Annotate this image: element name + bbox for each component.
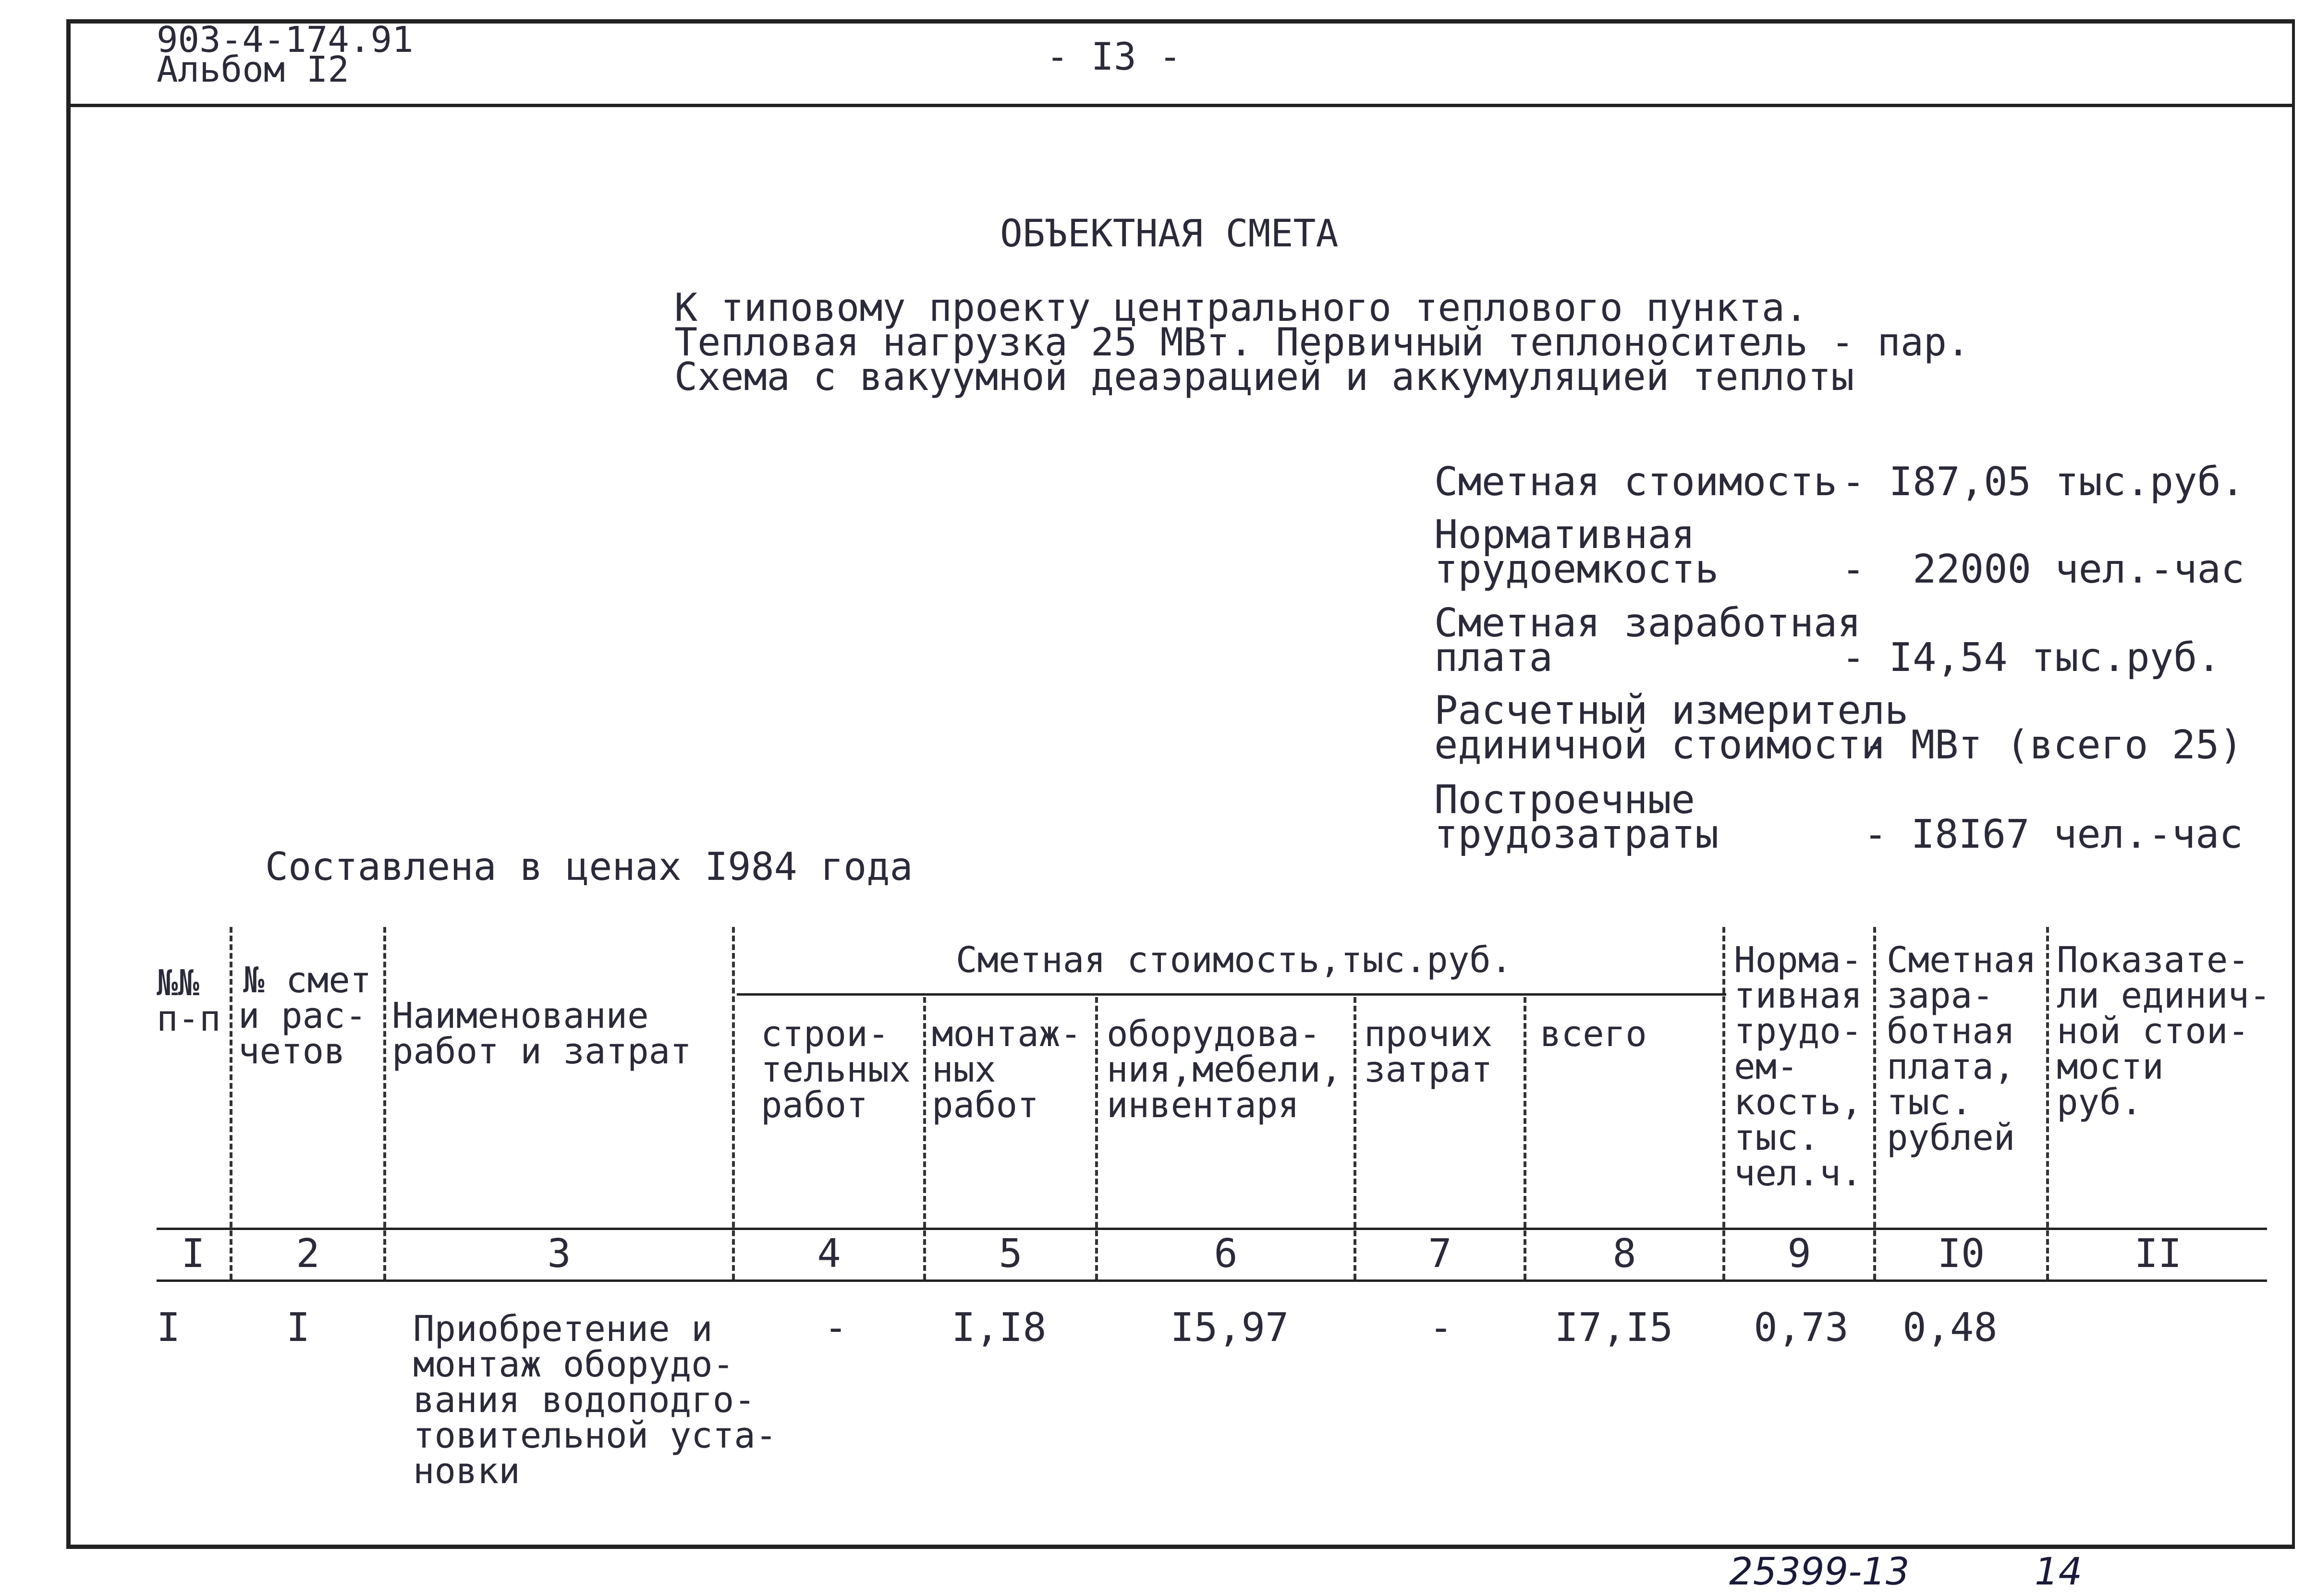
subtitle-line-3: Схема с вакуумной деаэрацией и аккумуляцией теплоты — [674, 354, 1854, 399]
group-header-rule — [737, 993, 1726, 996]
col-number-10: I0 — [1937, 1231, 1985, 1277]
th-col10-line2: зара- — [1887, 975, 1994, 1016]
th-col11-line2: ли единич- — [2057, 975, 2271, 1016]
summary-wages-label-2: плата — [1434, 635, 1553, 681]
col-number-4: 4 — [817, 1231, 841, 1277]
summary-cost-label: Сметная стоимость — [1434, 459, 1838, 505]
th-col4-line2: тельных — [761, 1049, 911, 1090]
group-header: Сметная стоимость,тыс.руб. — [956, 939, 1512, 981]
th-col9-line2: тивная — [1734, 975, 1863, 1016]
th-col3-line1: Наименование — [392, 995, 649, 1036]
summary-wages-value: - I4,54 тыс.руб. — [1841, 635, 2221, 681]
subtitle-line-2: Тепловая нагрузка 25 МВт. Первичный теплоноситель - пар. — [674, 320, 1970, 365]
row1-name-line1: Приобретение и — [413, 1308, 713, 1350]
summary-cost-value: - I87,05 тыс.руб. — [1841, 459, 2245, 505]
th-col6-line2: ния,мебели, — [1107, 1049, 1342, 1090]
th-col7-line2: затрат — [1364, 1049, 1493, 1090]
th-col5-line2: ных — [932, 1049, 996, 1090]
th-col2-line1: № смет — [243, 960, 372, 1001]
row1-name-line3: вания водоподго- — [413, 1379, 756, 1421]
summary-labor-value: - 22000 чел.-час — [1841, 547, 2245, 592]
summary-site-labor-label-1: Построечные — [1434, 777, 1695, 823]
row1-name-line5: новки — [413, 1450, 520, 1492]
th-col2-line2: и рас- — [238, 995, 367, 1036]
th-col8: всего — [1540, 1013, 1647, 1055]
th-col9-line1: Норма- — [1734, 939, 1863, 981]
th-col1-line2: п-п — [157, 998, 221, 1039]
subtitle-line-1: К типовому проекту центрального теплового пункта. — [674, 285, 1808, 330]
row1-estimate-no: I — [286, 1305, 310, 1351]
col-number-3: 3 — [547, 1231, 571, 1277]
th-col9-line4: ем- — [1734, 1046, 1798, 1087]
col-number-5: 5 — [999, 1231, 1023, 1277]
document-title: ОБЪЕКТНАЯ СМЕТА — [1000, 212, 1339, 256]
th-col6-line3: инвентаря — [1107, 1084, 1299, 1126]
album-label: Альбом I2 — [157, 49, 349, 90]
col-number-1: I — [181, 1231, 205, 1277]
row1-wages: 0,48 — [1902, 1305, 1998, 1351]
th-col9-line6: тыс. — [1734, 1117, 1820, 1158]
col-sep-1 — [230, 927, 232, 1279]
th-col11-line3: ной стои- — [2057, 1011, 2249, 1052]
th-col10-line4: плата, — [1887, 1046, 2015, 1087]
row1-installation: I,I8 — [951, 1305, 1047, 1351]
th-col9-line3: трудо- — [1734, 1011, 1863, 1052]
th-col2-line3: четов — [238, 1031, 345, 1072]
th-col10-line6: рублей — [1887, 1117, 2015, 1158]
th-col10-line1: Сметная — [1887, 939, 2037, 981]
row1-name-line4: товительной уста- — [413, 1415, 777, 1456]
col-number-9: 9 — [1787, 1231, 1811, 1277]
page-number: - I3 - — [1046, 36, 1182, 79]
th-col7-line1: прочих — [1364, 1013, 1493, 1055]
th-col10-line5: тыс. — [1887, 1082, 1973, 1123]
summary-wages-label-1: Сметная заработная — [1434, 600, 1861, 646]
column-numbers-rule — [157, 1279, 2267, 1282]
summary-unit-label-1: Расчетный измеритель — [1434, 688, 1909, 733]
row1-total: I7,I5 — [1554, 1305, 1673, 1351]
col-sep-3 — [732, 927, 735, 1279]
summary-site-labor-value: - I8I67 чел.-час — [1864, 812, 2243, 857]
th-col11-line4: мости — [2057, 1046, 2164, 1087]
row1-name-line2: монтаж оборудо- — [413, 1344, 734, 1385]
th-col3-line2: работ и затрат — [392, 1031, 692, 1072]
col-sep-9 — [1873, 927, 1876, 1279]
row1-labor: 0,73 — [1754, 1305, 1849, 1351]
summary-labor-label-1: Нормативная — [1434, 512, 1695, 558]
row1-equipment: I5,97 — [1170, 1305, 1289, 1351]
col-number-2: 2 — [296, 1231, 320, 1277]
col-number-6: 6 — [1214, 1231, 1238, 1277]
doc-code: 903-4-174.91 — [157, 19, 414, 61]
col-number-7: 7 — [1428, 1231, 1452, 1277]
th-col9-line5: кость, — [1734, 1082, 1863, 1123]
handwritten-page: 14 — [2035, 1550, 2083, 1594]
row1-num: I — [157, 1305, 181, 1351]
header-divider — [66, 104, 2295, 107]
th-col5-line3: работ — [932, 1084, 1039, 1126]
summary-unit-value: - МВт (всего 25) — [1864, 722, 2243, 768]
prices-note: Составлена в ценах I984 года — [265, 844, 913, 889]
col-sep-8 — [1722, 927, 1725, 1279]
th-col11-line5: руб. — [2057, 1082, 2143, 1123]
row1-construction: - — [824, 1305, 848, 1351]
th-col9-line7: чел.ч. — [1734, 1153, 1863, 1194]
summary-labor-label-2: трудоемкость — [1434, 547, 1719, 592]
col-sep-2 — [383, 927, 386, 1279]
th-col4-line1: строи- — [761, 1013, 890, 1055]
summary-unit-label-2: единичной стоимости — [1434, 722, 1885, 768]
th-col4-line3: работ — [761, 1084, 868, 1126]
header-bottom-rule — [157, 1228, 2267, 1230]
th-col5-line1: монтаж- — [932, 1013, 1082, 1055]
th-col10-line3: ботная — [1887, 1011, 2015, 1052]
row1-other: - — [1429, 1305, 1453, 1351]
col-sep-10 — [2046, 927, 2049, 1279]
col-number-8: 8 — [1612, 1231, 1636, 1277]
handwritten-code: 25399-13 — [1729, 1550, 1910, 1594]
summary-site-labor-label-2: трудозатраты — [1434, 812, 1719, 857]
th-col6-line1: оборудова- — [1107, 1013, 1321, 1055]
th-col11-line1: Показате- — [2057, 939, 2249, 981]
th-col1-line1: №№ — [157, 962, 200, 1004]
col-number-11: II — [2134, 1231, 2182, 1277]
